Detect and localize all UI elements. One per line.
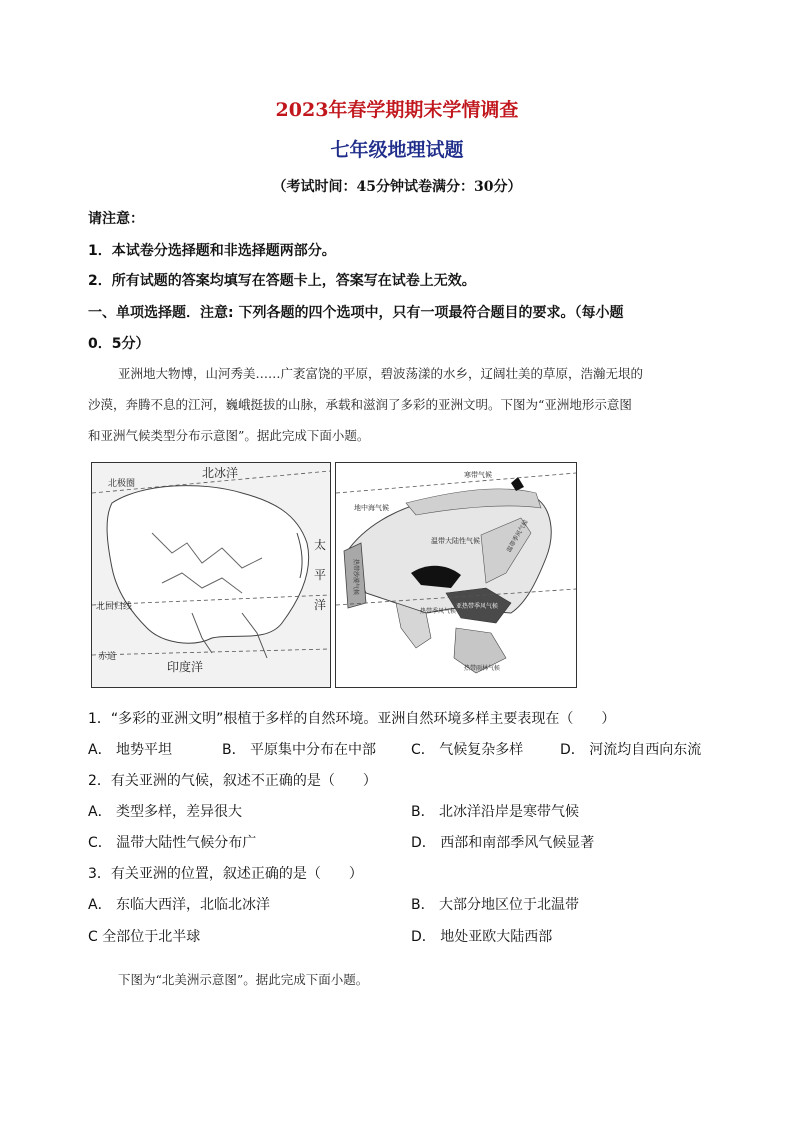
- label-temperate-monsoon-climate: 温带季风气候: [505, 518, 530, 554]
- asia-climate-map: [335, 462, 577, 688]
- passage-line-3: 和亚洲气候类型分布示意图”。据此完成下面小题。: [88, 428, 370, 443]
- exam-subtitle: 七年级地理试题: [330, 139, 464, 161]
- label-desert-climate: 热带沙漠气候: [352, 559, 359, 596]
- label-cold-climate: 寒带气候: [464, 471, 492, 479]
- label-equator: 赤道: [98, 652, 117, 662]
- question-2-option-d[interactable]: D． 西部和南部季风气候显著: [411, 835, 595, 851]
- label-arctic-circle: 北极圈: [108, 479, 136, 489]
- question-3-option-a[interactable]: A． 东临大西洋，北临北冰洋: [88, 897, 271, 913]
- passage-line-2: 沙漠，奔腾不息的江河，巍峨挺拔的山脉，承载和滋润了多彩的亚洲文明。下图为“亚洲地形示意图: [88, 397, 632, 412]
- label-subtropical-monsoon-climate: 亚热带季风气候: [456, 603, 499, 610]
- question-2-option-b[interactable]: B． 北冰洋沿岸是寒带气候: [411, 804, 580, 820]
- question-2-option-a[interactable]: A． 类型多样，差异很大: [88, 804, 243, 820]
- notice-heading: 请注意：: [88, 211, 144, 227]
- label-indian-ocean: 印度洋: [167, 660, 204, 674]
- label-pacific-2: 平: [314, 568, 327, 582]
- exam-title: 2023年春学期期末学情调查: [275, 99, 519, 121]
- passage-line-1: 亚洲地大物博，山河秀美……广袤富饶的平原，碧波荡漾的水乡，辽阔壮美的草原，浩瀚无垠的: [118, 366, 644, 381]
- notice-item-2: 2．所有试题的答案均填写在答题卡上，答案写在试卷上无效。: [88, 273, 476, 289]
- question-2-stem: 2．有关亚洲的气候，叙述不正确的是（ ）: [88, 773, 377, 789]
- label-rainforest-climate: 热带雨林气候: [464, 665, 501, 672]
- question-1-option-b[interactable]: B． 平原集中分布在中部: [222, 742, 377, 758]
- label-pacific-1: 太: [314, 538, 327, 552]
- label-tropic: 北回归线: [96, 602, 133, 612]
- question-3-option-d[interactable]: D． 地处亚欧大陆西部: [411, 929, 553, 945]
- label-mediterranean-climate: 地中海气候: [354, 504, 389, 512]
- question-3-stem: 3．有关亚洲的位置，叙述正确的是（ ）: [88, 866, 363, 882]
- notice-item-1: 1．本试卷分选择题和非选择题两部分。: [88, 243, 336, 259]
- section-heading-cont: 0．5分）: [88, 336, 150, 352]
- label-temperate-continental-climate: 温带大陆性气候: [431, 537, 480, 545]
- question-3-option-b[interactable]: B． 大部分地区位于北温带: [411, 897, 580, 913]
- exam-info: （考试时间：45分钟试卷满分：30分）: [272, 179, 522, 195]
- next-passage: 下图为“北美洲示意图”。据此完成下面小题。: [118, 972, 369, 987]
- question-3-option-c[interactable]: C 全部位于北半球: [88, 929, 201, 945]
- label-tropical-monsoon-climate: 热带季风气候: [420, 608, 457, 615]
- question-1-option-d[interactable]: D． 河流均自西向东流: [560, 742, 702, 758]
- label-north-ocean: 北冰洋: [202, 466, 239, 480]
- question-1-option-c[interactable]: C． 气候复杂多样: [411, 742, 524, 758]
- question-2-option-c[interactable]: C． 温带大陆性气候分布广: [88, 835, 257, 851]
- label-pacific-3: 洋: [314, 598, 327, 612]
- asia-topography-map: [91, 462, 331, 688]
- question-1-stem: 1．“多彩的亚洲文明”根植于多样的自然环境。亚洲自然环境多样主要表现在（ ）: [88, 711, 616, 727]
- section-heading: 一、单项选择题．注意: 下列各题的四个选项中，只有一项最符合题目的要求。（每小题: [88, 305, 624, 321]
- question-1-option-a[interactable]: A． 地势平坦: [88, 742, 173, 758]
